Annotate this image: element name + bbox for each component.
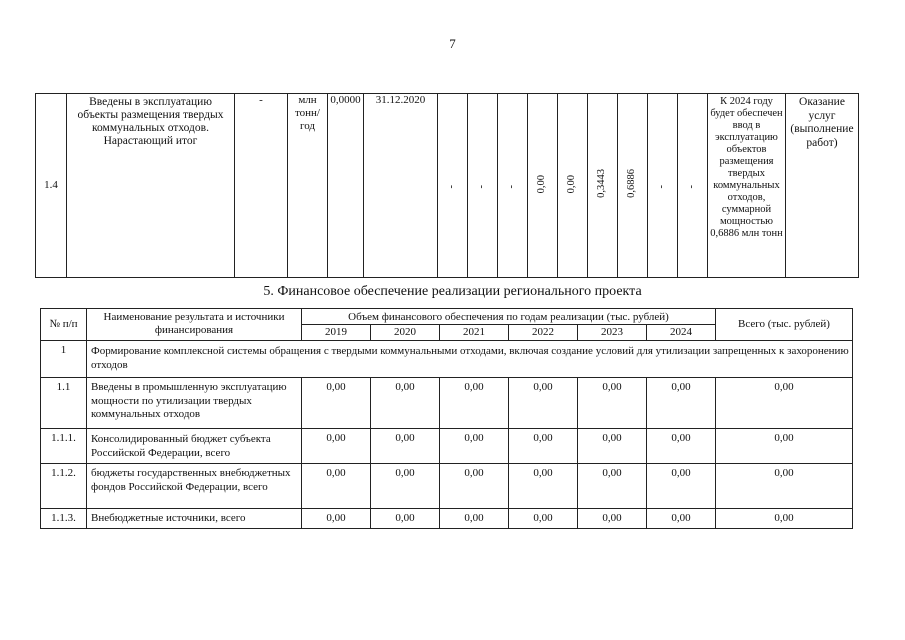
row-num: 1.1.3. bbox=[41, 509, 87, 529]
row-value: 0,00 bbox=[371, 464, 440, 509]
row-value: 0,00 bbox=[302, 509, 371, 529]
year-value: - bbox=[476, 184, 488, 189]
type-cell: Оказание услуг (выполнение работ) bbox=[786, 94, 859, 278]
row-value: 0,00 bbox=[647, 509, 716, 529]
year-value: - bbox=[446, 184, 458, 189]
row-value: 0,00 bbox=[302, 464, 371, 509]
section-text: Формирование комплексной системы обращения с твердыми коммунальными отходами, включая создание условий для утилизации запрещенных к захоронению отходов bbox=[87, 341, 853, 378]
header-total: Всего (тыс. рублей) bbox=[716, 309, 853, 341]
results-table bbox=[35, 93, 859, 278]
year-value: 0,3443 bbox=[596, 169, 608, 199]
header-group: Объем финансового обеспечения по годам реализации (тыс. рублей) bbox=[302, 309, 716, 325]
row-total: 0,00 bbox=[716, 464, 853, 509]
header-year: 2022 bbox=[509, 325, 578, 341]
section-row bbox=[41, 341, 853, 378]
year-value: 0,00 bbox=[566, 174, 578, 193]
row-num: 1.1 bbox=[41, 378, 87, 429]
row-value: 0,00 bbox=[578, 378, 647, 429]
page-number: 7 bbox=[449, 36, 456, 51]
unit-cell: млн тонн/ год bbox=[288, 94, 328, 278]
row-value: 0,00 bbox=[578, 464, 647, 509]
row-total: 0,00 bbox=[716, 509, 853, 529]
row-total: 0,00 bbox=[716, 378, 853, 429]
header-year: 2024 bbox=[647, 325, 716, 341]
section-title: 5. Финансовое обеспечение реализации регионального проекта bbox=[263, 284, 642, 299]
header-name: Наименование результата и источники финансирования bbox=[87, 309, 302, 341]
row-value: 0,00 bbox=[371, 509, 440, 529]
header-year: 2021 bbox=[440, 325, 509, 341]
row-name: Консолидированный бюджет субъекта Российской Федерации, всего bbox=[87, 429, 302, 464]
row-value: 0,00 bbox=[440, 378, 509, 429]
header-num: № п/п bbox=[41, 309, 87, 341]
row-value: 0,00 bbox=[647, 429, 716, 464]
header-year: 2023 bbox=[578, 325, 647, 341]
row-value: 0,00 bbox=[440, 464, 509, 509]
row-value: 0,00 bbox=[509, 429, 578, 464]
financing-table bbox=[40, 308, 853, 529]
row-value: 0,00 bbox=[440, 509, 509, 529]
row-value: 0,00 bbox=[509, 509, 578, 529]
row-value: 0,00 bbox=[440, 429, 509, 464]
row-value: 0,00 bbox=[578, 509, 647, 529]
row-name: Внебюджетные источники, всего bbox=[87, 509, 302, 529]
row-value: 0,00 bbox=[509, 378, 578, 429]
row-value: 0,00 bbox=[302, 429, 371, 464]
row-num: 1.1.1. bbox=[41, 429, 87, 464]
base-value: 0,0000 bbox=[328, 94, 364, 278]
dash-cell: - bbox=[235, 94, 288, 278]
row-value: 0,00 bbox=[578, 429, 647, 464]
row-value: 0,00 bbox=[647, 378, 716, 429]
row-value: 0,00 bbox=[371, 429, 440, 464]
result-name: Введены в эксплуатацию объекты размещения твердых коммунальных отходов. Нарастающий итог bbox=[67, 94, 235, 278]
row-value: 0,00 bbox=[509, 464, 578, 509]
row-value: 0,00 bbox=[647, 464, 716, 509]
year-value: 0,6886 bbox=[626, 169, 638, 199]
row-name: бюджеты государственных внебюджетных фондов Российской Федерации, всего bbox=[87, 464, 302, 509]
table-row bbox=[41, 378, 853, 429]
table-row bbox=[41, 464, 853, 509]
year-value: 0,00 bbox=[536, 174, 548, 193]
header-year: 2019 bbox=[302, 325, 371, 341]
table-row bbox=[41, 429, 853, 464]
row-number: 1.4 bbox=[36, 94, 67, 278]
row-num: 1.1.2. bbox=[41, 464, 87, 509]
row-name: Введены в промышленную эксплуатацию мощности по утилизации твердых коммунальных отходов bbox=[87, 378, 302, 429]
section-num: 1 bbox=[41, 341, 87, 378]
header-row bbox=[41, 309, 853, 325]
year-value: - bbox=[656, 184, 668, 189]
base-date: 31.12.2020 bbox=[364, 94, 438, 278]
year-value: - bbox=[506, 184, 518, 189]
table-row bbox=[36, 94, 859, 278]
year-value: - bbox=[686, 184, 698, 189]
row-value: 0,00 bbox=[302, 378, 371, 429]
header-year: 2020 bbox=[371, 325, 440, 341]
table-row bbox=[41, 509, 853, 529]
row-total: 0,00 bbox=[716, 429, 853, 464]
note-cell: К 2024 году будет обеспечен ввод в эксплуатацию объектов размещения твердых коммунальных отходов, суммарной мощностью 0,6886 млн тонн bbox=[708, 94, 786, 278]
row-value: 0,00 bbox=[371, 378, 440, 429]
